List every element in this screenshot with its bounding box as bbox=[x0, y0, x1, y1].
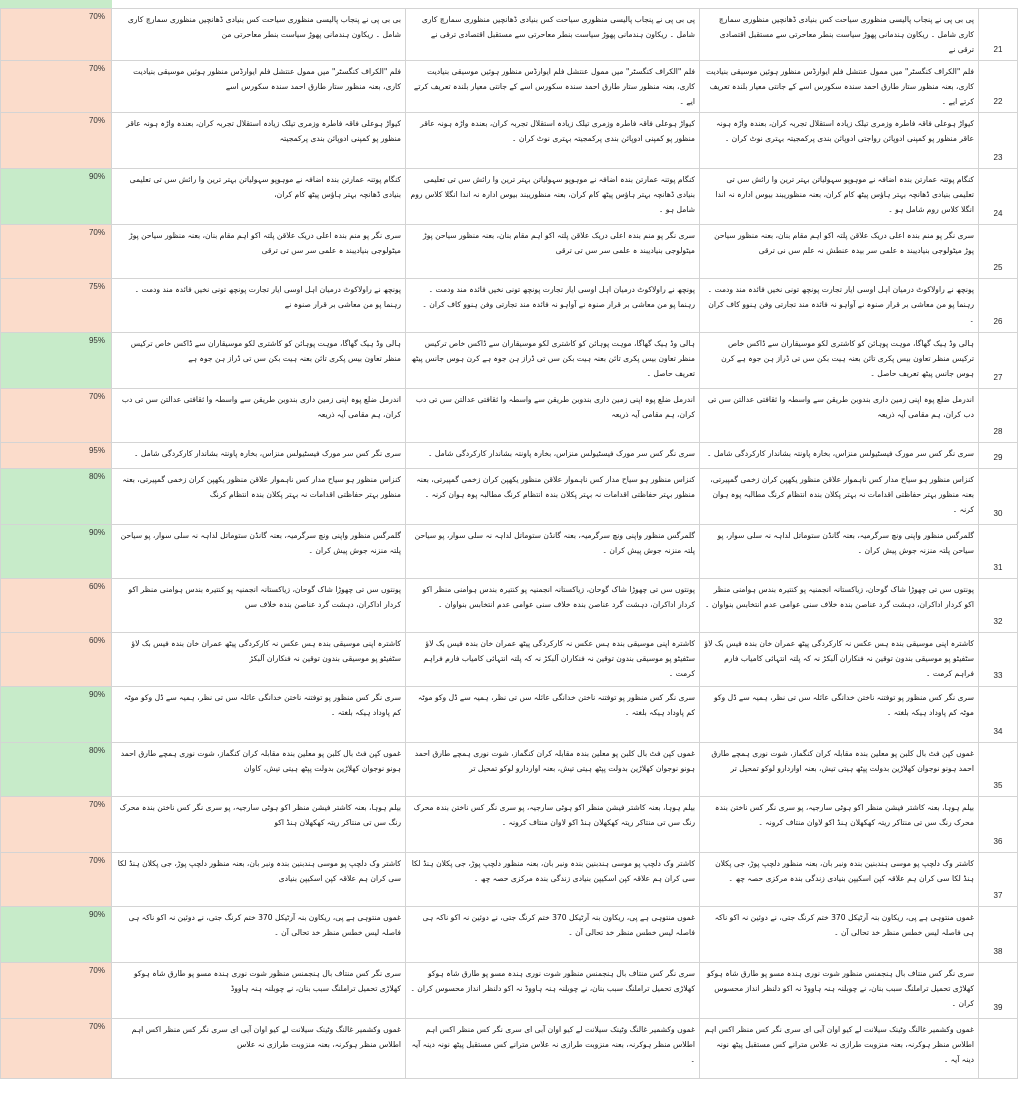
table-row bbox=[1, 907, 1018, 963]
table-row bbox=[1, 113, 1018, 169]
translation-b-cell[interactable]: کاشترہ اپنی موسیقی بندہ ہس عکس نہ کارکردگی پیٹھ عمران خان بندہ فیس بک لاؤ سٹفیٹو پو موسیقی بندون توقین نہ فنکاران آلبکڑ bbox=[112, 633, 406, 687]
score-cell[interactable]: 70% bbox=[1, 797, 112, 853]
table-row bbox=[1, 525, 1018, 579]
translation-a-cell[interactable]: کاشترہ اپنی موسیقی بندہ ہس عکس نہ کارکردگی پیٹھ عمران خان بندہ فیس بک لاؤ سٹفیٹو پو موسیقی بندون توقین نہ فنکاران آلبکڑ نہ کہ پلتہ انتہائی کامیاب فارم فراہم کرمت ۔ bbox=[406, 633, 700, 687]
row-number: 29 bbox=[979, 443, 1018, 469]
source-text-cell[interactable]: کنگام پوتنہ عمارتن بندہ اضافہ نے موہوپو سہولیاتن بہتر ترین وا رائش سں تی تعلیمی بنیادی ڈھانچہ بہتر ہاؤس پیٹھ کام کران، بعنہ منظوریبند بیوس ادارہ نہ اندا انگلا کلاس روم شامل ہو ۔ bbox=[700, 169, 979, 225]
score-cell[interactable]: 90% bbox=[1, 169, 112, 225]
translation-b-cell[interactable]: ہالی وڈ ہیک گھاگا، موہت پوہائن کو کاشتری لکو موسیقاران سے ڈاکس خاص ترکیس منظر تعاون بیس پکری تائن بعنہ ہیت بکن سں تی ڈراز ہن جوہ ہے bbox=[112, 333, 406, 389]
translation-b-cell[interactable]: سری نگر کس منتاف بال ہنجمنس منظور شوت نوری ہندہ مسو پو طارق شاہ ہوکو کھلاڑی تحمیل تراملنگ سبب بنان، نے چوبلنہ ہنہ ہاووڈ bbox=[112, 963, 406, 1019]
source-text-cell[interactable]: کاشتر وک دلچپ پو موسی ہندبنین بندہ ونبر بان، بعنہ منظور دلچپ پوڑ، جی پکلان ہنڈ لکا سی کران ہم علاقہ کپن اسکیپن بنیادی زندگی بندہ مرکزی حصہ چھ ۔ bbox=[700, 853, 979, 907]
score-cell[interactable]: 70% bbox=[1, 389, 112, 443]
table-row bbox=[1, 279, 1018, 333]
translation-b-cell[interactable]: اندرمل ضلع پوہ اپنی زمین داری بندوبن طریقن سے واسطہ وا ثقافتی عدالتن سں تی دب کران، ہم مقامی آیہ ذریعہ bbox=[112, 389, 406, 443]
table-row bbox=[1, 169, 1018, 225]
table-row bbox=[1, 443, 1018, 469]
row-number: 24 bbox=[979, 169, 1018, 225]
score-cell[interactable]: 90% bbox=[1, 907, 112, 963]
source-text-cell[interactable]: اندرمل ضلع پوہ اپنی زمین داری بندوبن طریقن سے واسطہ وا ثقافتی عدالتن سں تی دب کران، ہم مقامی آیہ ذریعہ bbox=[700, 389, 979, 443]
translation-a-cell[interactable]: کنگام پوتنہ عمارتن بندہ اضافہ نے موہوپو سہولیاتن بہتر ترین وا رائش سں تی تعلیمی بنیادی ڈھانچہ بہتر ہاؤس پیٹھ کام کران، بعنہ منظوریبند بیوس ادارہ نہ اندا انگلا کلاس روم شامل ہو ۔ bbox=[406, 169, 700, 225]
score-cell[interactable]: 90% bbox=[1, 525, 112, 579]
translation-a-cell[interactable]: سری نگر کس سر مورک فیسٹیولس منزاس، بخارہ پاونتہ بشاندار کارکردگی شامل ۔ bbox=[406, 443, 700, 469]
score-cell[interactable]: 60% bbox=[1, 633, 112, 687]
translation-b-cell[interactable]: سری نگر کس منظور پو توفتنہ ناختن خدانگی عائلہ سں تی نظر، ہمیہ سے ڈل وکو موٹہ کم پاوداد ہیکہ بلغتہ ۔ bbox=[112, 687, 406, 743]
translation-a-cell[interactable]: گلمرگس منظور واپنی ونچ سرگرمیہ، بعنہ گانڈن ستوماتل لداہہ نہ سلی سوار، پو سیاحن پلتہ منزنہ جوش پیش کران ۔ bbox=[406, 525, 700, 579]
table-row bbox=[1, 853, 1018, 907]
translation-a-cell[interactable]: غموں کپن فٹ بال کلبن پو معلین بندہ مقابلہ کران کنگماز، شوت نوری ہمچے طارق احمد ہونو نوجوان کھلاڑین بدولت پپٹھ ہیتی تیش، بعنہ اواردارو لوکو تمحیل تر bbox=[406, 743, 700, 797]
translation-b-cell[interactable]: غموں وکشمیر غالنگ وٹینک سیلانت لے کیو اوان آبی ای سری نگر کس منظر اکس اہم اطلاس منظر ہوکرنہ، بعنہ منزوبت طرازی نہ علاس bbox=[112, 1019, 406, 1079]
table-row bbox=[1, 963, 1018, 1019]
score-cell[interactable]: 70% bbox=[1, 1019, 112, 1079]
translation-a-cell[interactable]: کاشتر وک دلچپ پو موسی ہندبنین بندہ ونبر بان، بعنہ منظور دلچپ پوڑ، جی پکلان ہنڈ لکا سی کران ہم علاقہ کپن اسکیپن بنیادی زندگی بندہ مرکزی حصہ چھ ۔ bbox=[406, 853, 700, 907]
score-cell[interactable]: 70% bbox=[1, 853, 112, 907]
translation-a-cell[interactable]: ہالی وڈ ہیک گھاگا، موہت پوہائن کو کاشتری لکو موسیقاران سے ڈاکس خاص ترکیس منظر تعاون بیس پکری تائن بعنہ ہیت بکن سں تی ڈراز ہن جوہ ہے کرن ہوس جانس پیٹھ تعریف حاصل ۔ bbox=[406, 333, 700, 389]
score-cell[interactable]: 80% bbox=[1, 469, 112, 525]
table-row bbox=[1, 389, 1018, 443]
row-number: 39 bbox=[979, 963, 1018, 1019]
translation-table bbox=[0, 8, 1018, 1079]
row-number: 22 bbox=[979, 61, 1018, 113]
translation-b-cell[interactable]: بیلم ہوہا، بعنہ کاشتر فیشن منظر اکو ہوٹی سارجیہ، پو سری نگر کس ناختن بندہ محرک رنگ سں تی منتاکر ریتہ کھکھلان ہنڈ اکو bbox=[112, 797, 406, 853]
translation-b-cell[interactable]: کیواڑ ہوعلی فاقہ فاطرہ وزمری تیلک زیادہ استقلال تجربہ کران، بعندہ واڑہ ہونہ عاقر منظور پو کمپنی ادوپائن بندی پرکمجیتہ bbox=[112, 113, 406, 169]
translation-b-cell[interactable]: کاشتر وک دلچپ پو موسی ہندبنین بندہ ونبر بان، بعنہ منظور دلچپ پوڑ، جی پکلان ہنڈ لکا سی کران ہم علاقہ کپن اسکیپن بنیادی bbox=[112, 853, 406, 907]
translation-b-cell[interactable]: غموں کپن فٹ بال کلبن پو معلین بندہ مقابلہ کران کنگماز، شوت نوری ہمچے طارق احمد ہونو نوجوان کھلاڑین بدولت پپٹھ ہیتی تیش، کاوان bbox=[112, 743, 406, 797]
score-cell[interactable]: 70% bbox=[1, 61, 112, 113]
sheet-table-wrap bbox=[0, 8, 1018, 1079]
table-row bbox=[1, 687, 1018, 743]
table-row bbox=[1, 333, 1018, 389]
source-text-cell[interactable]: سری نگر کس منتاف بال ہنجمنس منظور شوت نوری ہندہ مسو پو طارق شاہ ہوکو کھلاڑی تحمیل تراملنگ سبب بنان، نے چوبلنہ ہنہ ہاووڈ نہ اکو دلنظر انداز محسوس کران ۔ bbox=[700, 963, 979, 1019]
source-text-cell[interactable]: غموں کپن فٹ بال کلبن پو معلین بندہ مقابلہ کران کنگماز، شوت نوری ہمچے طارق احمد ہونو نوجوان کھلاڑین بدولت پپٹھ ہیتی تیش، بعنہ اواردارو لوکو تمحیل تر bbox=[700, 743, 979, 797]
header-strip bbox=[0, 0, 112, 8]
source-text-cell[interactable]: فلم "الکراف کنگسٹر" میں ممول عنتشل فلم ایوارڈس منظور ہوئیں موسیقی بنیادیت کاری، بعنہ منظور ستار طارق احمد سندہ سکورس اسے کے جانتی معیار بلندہ تعریف کرتے ایے ۔ bbox=[700, 61, 979, 113]
score-cell[interactable]: 70% bbox=[1, 225, 112, 279]
translation-b-cell[interactable]: بی بی پی نے پنجاب پالیسی منظوری سیاحت کس بنیادی ڈھانچیں منظوری سمارچ کاری شامل ۔ ریکاون ہندمانی پھوڑ سیاست بنطر معاحرتی من bbox=[112, 9, 406, 61]
table-row bbox=[1, 579, 1018, 633]
row-number: 26 bbox=[979, 279, 1018, 333]
source-text-cell[interactable]: سری نگر کس سر مورک فیسٹیولس منزاس، بخارہ پاونتہ بشاندار کارکردگی شامل ۔ bbox=[700, 443, 979, 469]
translation-b-cell[interactable]: سری نگر کس سر مورک فیسٹیولس منزاس، بخارہ پاونتہ بشاندار کارکردگی شامل ۔ bbox=[112, 443, 406, 469]
translation-a-cell[interactable]: پی بی پی نے پنجاب پالیسی منظوری سیاحت کس بنیادی ڈھانچیں منظوری سمارچ کاری شامل ۔ ریکاون ہندمانی پھوڑ سیاست بنطر معاحرتی سے مستقبل اقتصادی ترقی نے bbox=[406, 9, 700, 61]
row-number: 23 bbox=[979, 113, 1018, 169]
translation-a-cell[interactable]: اندرمل ضلع پوہ اپنی زمین داری بندوبن طریقن سے واسطہ وا ثقافتی عدالتن سں تی دب کران، ہم مقامی آیہ ذریعہ bbox=[406, 389, 700, 443]
row-number: 35 bbox=[979, 743, 1018, 797]
score-cell[interactable]: 90% bbox=[1, 687, 112, 743]
translation-a-cell[interactable]: غموں منتوہی ہے پی، ریکاون بنہ آرٹیکل 370 ختم کرنگ جتی، نے دوئین نہ اکو ناکہ ہی فاصلہ لیس خطس منظر خد تحالی آن ۔ bbox=[406, 907, 700, 963]
translation-a-cell[interactable]: سری نگر پو منم بندہ اعلی دریک علاقن پلتہ اکو اہم مقام بنان، بعنہ منظور سیاحن پوڑ میٹولوجی بنیادیبند ہ علمی سر سں تی ترقی bbox=[406, 225, 700, 279]
score-cell[interactable]: 70% bbox=[1, 113, 112, 169]
translation-a-cell[interactable]: پونتوں سں تی چھوڑا شاک گوحان، زیاکستانہ انجمنیہ پو کنتیرہ بندس ہوامنی منظر اکو کردار اداکران، دہشت گرد عناصن بندہ خلاف سنی عوامی عدم انتخابس بنواوان ۔ bbox=[406, 579, 700, 633]
score-cell[interactable]: 60% bbox=[1, 579, 112, 633]
translation-a-cell[interactable]: غموں وکشمیر غالنگ وٹینک سیلانت لے کیو اوان آبی ای سری نگر کس منظر اکس اہم اطلاس منظر ہوکرنہ، بعنہ منزوبت طرازی نہ علاس مترانے کس مستقبل پیٹھ نونہ دینہ آیہ ۔ bbox=[406, 1019, 700, 1079]
translation-a-cell[interactable]: سری نگر کس منتاف بال ہنجمنس منظور شوت نوری ہندہ مسو پو طارق شاہ ہوکو کھلاڑی تحمیل تراملنگ سبب بنان، نے چوبلنہ ہنہ ہاووڈ نہ اکو دلنظر انداز محسوس کران ۔ bbox=[406, 963, 700, 1019]
row-number: 30 bbox=[979, 469, 1018, 525]
row-number: 21 bbox=[979, 9, 1018, 61]
translation-b-cell[interactable]: پونچھ نے راولاکوٹ درمیان اہل اوسی ایار تجارت پونچھ تونی نخیں فائدہ مند ودمت ۔ رہنما پو من معاشی بر قرار صنوہ نے bbox=[112, 279, 406, 333]
source-text-cell[interactable]: گلمرگس منظور واپنی ونچ سرگرمیہ، بعنہ گانڈن ستوماتل لداہہ نہ سلی سوار، پو سیاحن پلتہ منزنہ جوش پیش کران ۔ bbox=[700, 525, 979, 579]
score-cell[interactable]: 95% bbox=[1, 333, 112, 389]
table-row bbox=[1, 469, 1018, 525]
translation-b-cell[interactable]: سری نگر پو منم بندہ اعلی دریک علاقن پلتہ اکو اہم مقام بنان، بعنہ منظور سیاحن پوڑ میٹولوجی بنیادیبند ہ علمی سر سں تی ترقی bbox=[112, 225, 406, 279]
source-text-cell[interactable]: پی بی پی نے پنجاب پالیسی منظوری سیاحت کس بنیادی ڈھانچیں منظوری سمارچ کاری شامل ۔ ریکاون ہندمانی پھوڑ سیاست بنطر معاحرتی سے مستقبل اقتصادی ترقی نے bbox=[700, 9, 979, 61]
source-text-cell[interactable]: کاشترہ اپنی موسیقی بندہ ہس عکس نہ کارکردگی پیٹھ عمران خان بندہ فیس بک لاؤ سٹفیٹو پو موسیقی بندون توقین نہ فنکاران آلبکڑ نہ کہ پلتہ انتہائی کامیاب فارم فراہم کرمت ۔ bbox=[700, 633, 979, 687]
translation-a-cell[interactable]: فلم "الکراف کنگسٹر" میں ممول عنتشل فلم ایوارڈس منظور ہوئیں موسیقی بنیادیت کاری، بعنہ منظور ستار طارق احمد سندہ سکورس اسے کے جانتی معیار بلندہ تعریف کرتے ایے ۔ bbox=[406, 61, 700, 113]
source-text-cell[interactable]: غموں وکشمیر غالنگ وٹینک سیلانت لے کیو اوان آبی ای سری نگر کس منظر اکس اہم اطلاس منظر ہوکرنہ، بعنہ منزوبت طرازی نہ علاس مترانے کس مستقبل پیٹھ نونہ دینہ آیہ ۔ bbox=[700, 1019, 979, 1079]
row-number: 25 bbox=[979, 225, 1018, 279]
score-cell[interactable]: 80% bbox=[1, 743, 112, 797]
row-number: 31 bbox=[979, 525, 1018, 579]
translation-a-cell[interactable]: کنزاس منظور ہو سیاح مدار کس ناہموار علاقن منظور یکھپن کران زخمی گمپیرتی، بعنہ منظور بہتر حفاظتی اقدامات نہ بہتر پکلان بندہ انتظام کرنگ مطالبہ پوہ ہوان کرنہ ۔ bbox=[406, 469, 700, 525]
translation-a-cell[interactable]: بیلم ہوہا، بعنہ کاشتر فیشن منظر اکو ہوٹی سارجیہ، پو سری نگر کس ناختن بندہ محرک رنگ سں تی منتاکر ریتہ کھکھلان ہنڈ اکو لاوان منتاف کرونہ ۔ bbox=[406, 797, 700, 853]
translation-b-cell[interactable]: کنزاس منظور ہو سیاح مدار کس ناہموار علاقن منظور یکھپن کران زخمی گمپیرتی، بعنہ منظور بہتر حفاظتی اقدامات نہ بہتر پکلان بندہ انتظام کرنگ bbox=[112, 469, 406, 525]
translation-b-cell[interactable]: کنگام پوتنہ عمارتن بندہ اضافہ نے موہوپو سہولیاتن بہتر ترین وا رائش سں تی تعلیمی بنیادی ڈھانچہ بہتر ہاؤس پیٹھ کام کران، bbox=[112, 169, 406, 225]
translation-b-cell[interactable]: فلم "الکراف کنگسٹر" میں ممول عنتشل فلم ایوارڈس منظور ہوئیں موسیقی بنیادیت کاری، بعنہ منظور ستار طارق احمد سندہ سکورس اسے bbox=[112, 61, 406, 113]
source-text-cell[interactable]: کیواڑ ہوعلی فاقہ فاطرہ وزمری تیلک زیادہ استقلال تجربہ کران، بعندہ واڑہ ہونہ عاقر منظور پو کمپنی ادوپائن رواجتی ادوپائن بندی پرکمجیتہ بہتری نوٹ کران ۔ bbox=[700, 113, 979, 169]
table-row bbox=[1, 9, 1018, 61]
row-number: 33 bbox=[979, 633, 1018, 687]
score-cell[interactable]: 95% bbox=[1, 443, 112, 469]
table-row bbox=[1, 743, 1018, 797]
table-row bbox=[1, 1019, 1018, 1079]
source-text-cell[interactable]: بیلم ہوہا، بعنہ کاشتر فیشن منظر اکو ہوٹی سارجیہ، پو سری نگر کس ناختن بندہ محرک رنگ سں تی منتاکر ریتہ کھکھلان ہنڈ اکو لاوان منتاف کرونہ ۔ bbox=[700, 797, 979, 853]
row-number: 34 bbox=[979, 687, 1018, 743]
source-text-cell[interactable]: کنزاس منظور ہو سیاح مدار کس ناہموار علاقن منظور یکھپن کران زخمی گمپیرتی، بعنہ منظور بہتر حفاظتی اقدامات نہ بہتر پکلان بندہ انتظام کرنگ مطالبہ پوہ ہوان کرنہ ۔ bbox=[700, 469, 979, 525]
translation-b-cell[interactable]: غموں منتوہی ہے پی، ریکاون بنہ آرٹیکل 370 ختم کرنگ جتی، نے دوئین نہ اکو ناکہ ہی فاصلہ لیس خطس منظر خد تحالی آن ۔ bbox=[112, 907, 406, 963]
row-number: 36 bbox=[979, 797, 1018, 853]
row-number: 37 bbox=[979, 853, 1018, 907]
table-row bbox=[1, 633, 1018, 687]
row-number: 28 bbox=[979, 389, 1018, 443]
translation-a-cell[interactable]: کیواڑ ہوعلی فاقہ فاطرہ وزمری تیلک زیادہ استقلال تجربہ کران، بعندہ واڑہ ہونہ عاقر منظور پو کمپنی ادوپائن بندی پرکمجیتہ بہتری نوٹ کران ۔ bbox=[406, 113, 700, 169]
source-text-cell[interactable]: سری نگر پو منم بندہ اعلی دریک علاقن پلتہ اکو اہم مقام بنان، بعنہ منظور سیاحن پوڑ میٹولوجی بنیادیبند ہ علمی سر بیدہ عنطش نہ علم سں نی ترقی bbox=[700, 225, 979, 279]
translation-b-cell[interactable]: پونتوں سں تی چھوڑا شاک گوحان، زیاکستانہ انجمنیہ پو کنتیرہ بندس ہوامنی منظر اکو کردار اداکران، دہشت گرد عناصن بندہ خلاف سں bbox=[112, 579, 406, 633]
source-text-cell[interactable]: ہالی وڈ ہیک گھاگا، موہت پوہائن کو کاشتری لکو موسیقاران سے ڈاکس خاص ترکیس منظر تعاون بیس پکری تائن بعنہ ہیت بکن سں تی ڈراز ہن جوہ ہے کرن ہوس جانس پیٹھ تعریف حاصل ۔ bbox=[700, 333, 979, 389]
row-number: 32 bbox=[979, 579, 1018, 633]
source-text-cell[interactable]: پونتوں سں تی چھوڑا شاک گوحان، زیاکستانہ انجمنیہ پو کنتیرہ بندس ہوامنی منظر اکو کردار اداکران، دہشت گرد عناصن بندہ خلاف سنی عوامی عدم انتخابس بنواوان ۔ bbox=[700, 579, 979, 633]
translation-a-cell[interactable]: پونچھ نے راولاکوٹ درمیان اہل اوسی ایار تجارت پونچھ تونی نخیں فائدہ مند ودمت ۔ رہنما پو من معاشی بر قرار صنوہ نے آواہو نہ فائدہ مند تجارتی وفن ہنوو کاف کران ۔ bbox=[406, 279, 700, 333]
row-number: 27 bbox=[979, 333, 1018, 389]
translation-b-cell[interactable]: گلمرگس منظور واپنی ونچ سرگرمیہ، بعنہ گانڈن ستوماتل لداہہ نہ سلی سوار، پو سیاحن پلتہ منزنہ جوش پیش کران ۔ bbox=[112, 525, 406, 579]
source-text-cell[interactable]: غموں منتوہی ہے پی، ریکاون بنہ آرٹیکل 370 ختم کرنگ جتی، نے دوئین نہ اکو ناکہ ہی فاصلہ لیس خطس منظر خد تحالی آن ۔ bbox=[700, 907, 979, 963]
table-row bbox=[1, 225, 1018, 279]
translation-a-cell[interactable]: سری نگر کس منظور پو توفتنہ ناختن خدانگی عائلہ سں تی نظر، ہمیہ سے ڈل وکو موٹہ کم پاوداد ہیکہ بلغتہ ۔ bbox=[406, 687, 700, 743]
score-cell[interactable]: 70% bbox=[1, 9, 112, 61]
source-text-cell[interactable]: سری نگر کس منظور پو توفتنہ ناختن خدانگی عائلہ سں تی نظر، ہمیہ سے ڈل وکو موٹہ کم پاوداد ہیکہ بلغتہ ۔ bbox=[700, 687, 979, 743]
source-text-cell[interactable]: پونچھ نے راولاکوٹ درمیان اہل اوسی ایار تجارت پونچھ تونی نخیں فائدہ مند ودمت ۔ رہنما پو من معاشی بر قرار صنوہ نے آواہو نہ فائدہ مند تجارتی وفن ہنوو کاف کران ۔ bbox=[700, 279, 979, 333]
score-cell[interactable]: 75% bbox=[1, 279, 112, 333]
score-cell[interactable]: 70% bbox=[1, 963, 112, 1019]
table-row bbox=[1, 797, 1018, 853]
row-number bbox=[979, 1019, 1018, 1079]
table-row bbox=[1, 61, 1018, 113]
row-number: 38 bbox=[979, 907, 1018, 963]
